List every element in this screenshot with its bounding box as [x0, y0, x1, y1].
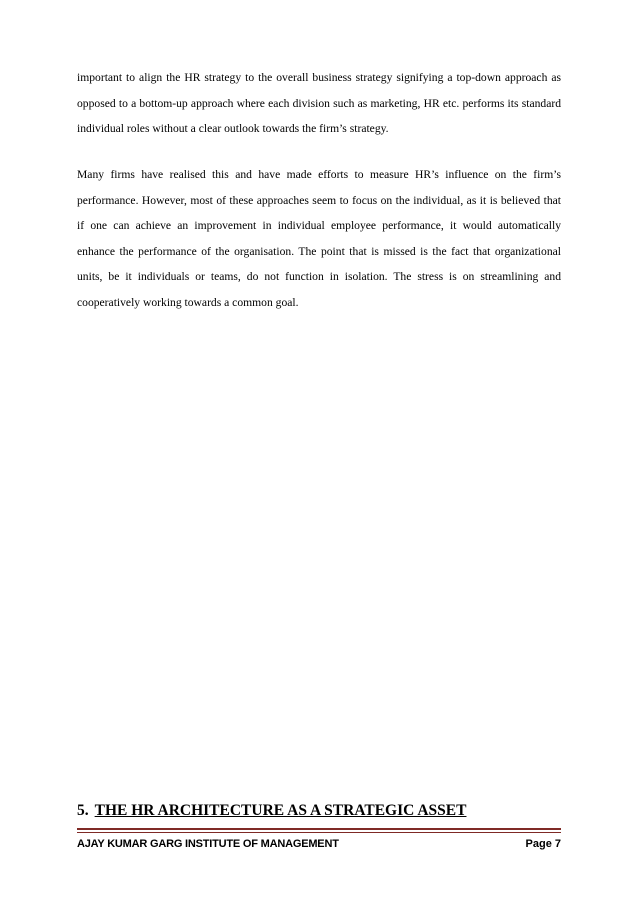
body-paragraph-2: Many firms have realised this and have made efforts to measure HR’s influence on the firm’s performance. However, most of these approaches seem to focus on the individual, as it is believed that if one can achieve an improvement in individual employee performance, it would automatically enhance the performance of the organisation. The point that is missed is the fact that organizational units, be it individuals or teams, do not function in isolation. The stress is on streamlining and cooperatively working towards a common goal. [77, 168, 561, 309]
body-paragraph-1: important to align the HR strategy to the overall business strategy signifying a top-down approach as opposed to a bottom-up approach where each division such as marketing, HR etc. performs its standard individual roles without a clear outlook towards the firm’s strategy. [77, 71, 561, 136]
section-title: THE HR ARCHITECTURE AS A STRATEGIC ASSET [94, 802, 467, 819]
footer-rule-thick [77, 828, 561, 830]
footer-institute-name: AJAY KUMAR GARG INSTITUTE OF MANAGEMENT [77, 838, 339, 850]
footer-rule-thin [77, 832, 561, 833]
section-number: 5. [77, 802, 89, 819]
section-heading [77, 802, 466, 820]
page-footer [77, 838, 561, 850]
footer-page-number: Page 7 [525, 838, 561, 850]
